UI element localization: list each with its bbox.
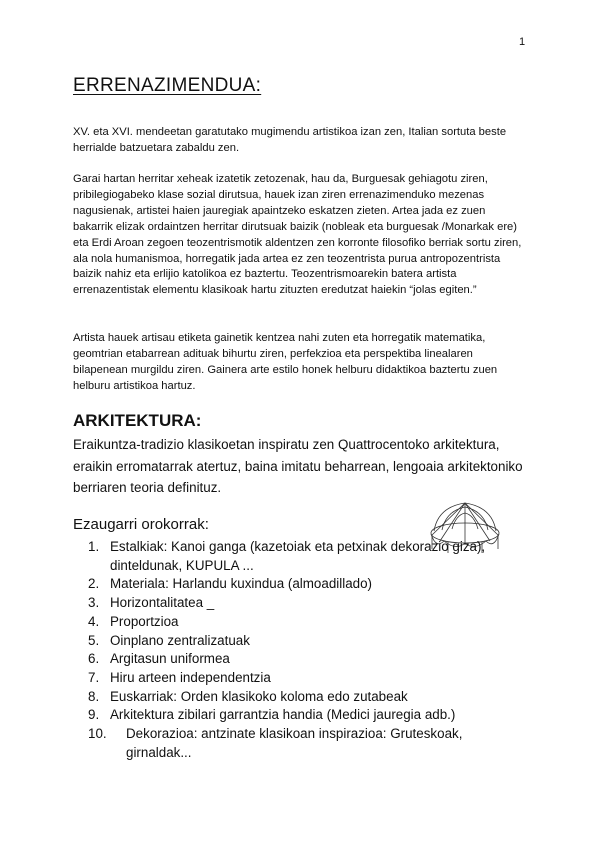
intro-paragraph: XV. eta XVI. mendeetan garatutako mugimendu artistikoa izan zen, Italian sortuta beste herrialde batzuetara zabaldu zen.: [73, 126, 507, 154]
features-heading: Ezaugarri orokorrak:: [73, 516, 209, 533]
page-number: 1: [519, 36, 526, 48]
list-item: 9. Arkitektura zibilari garrantzia handia (Medici jauregia adb.): [88, 707, 456, 723]
list-item: 6. Argitasun uniformea: [88, 651, 230, 667]
architecture-heading: ARKITEKTURA:: [73, 411, 202, 430]
features-list: [88, 538, 518, 762]
list-item: 2. Materiala: Harlandu kuxindua (almoadillado): [88, 576, 373, 592]
artists-paragraph: Artista hauek artisau etiketa gainetik kentzea nahi zuten eta horregatik matematika, geomtrian etabarrean adituak bihurtu ziren, perfekzioa eta perspektiba linealaren bilapenean murgildu ziren. Gainera arte estilo honek helburu didaktikoa baztertu zuen helburu artistikoa hartuz.: [73, 332, 498, 392]
list-item: 8. Euskarriak: Orden klasikoko koloma edo zutabeak: [88, 688, 408, 704]
architecture-intro: Eraikuntza-tradizio klasikoetan inspiratu zen Quattrocentoko arkitektura, eraikin erromatarrak atertuz, baina imitatu beharrean, lengoaia arkitektoniko berriaren teoria definituz.: [73, 437, 523, 495]
list-item: 1. Estalkiak: Kanoi ganga (kazetoiak eta petxinak dekorazio giza), dinteldunak, KUPULA ...: [88, 539, 486, 573]
list-item: 7. Hiru arteen independentzia: [88, 669, 271, 685]
page-title: ERRENAZIMENDUA:: [73, 75, 262, 96]
list-item: 3. Horizontalitatea _: [88, 595, 215, 611]
list-item: 5. Oinplano zentralizatuak: [88, 632, 250, 648]
list-item: 10. Dekorazioa: antzinate klasikoan inspirazioa: Gruteskoak, girnaldak...: [88, 726, 463, 760]
bourgeoisie-paragraph: Garai hartan herritar xeheak izatetik zetozenak, hau da, Burguesak gehiagotu ziren, pribilegiogabeko klase sozial dirutsua, hauek izan ziren errenazimenduko mezenas nagusienak, artistei haien jauregiak apaintzeko eskatzen zieten. Artea jada ez zuen bakarrik elizak ordaintzen herritar dirutsuak baizik (nobleak eta burguesak /Monarkak ere) eta Erdi Aroan zegoen teozentrismotik aldentzen zen korronte filosofiko berriak sortu ziren, ala nola humanismoa, horregatik jada artea ez zen teozentrista purua antropozentrista baizik nahiz eta erlijio katolikoa ez baztertu. Teozentrismoarekin batera artista errenazentistak elementu klasikoak hartu zituzten eredutzat haiekin “jolas egiten.”: [73, 173, 522, 297]
list-item: 4. Proportzioa: [88, 613, 179, 629]
